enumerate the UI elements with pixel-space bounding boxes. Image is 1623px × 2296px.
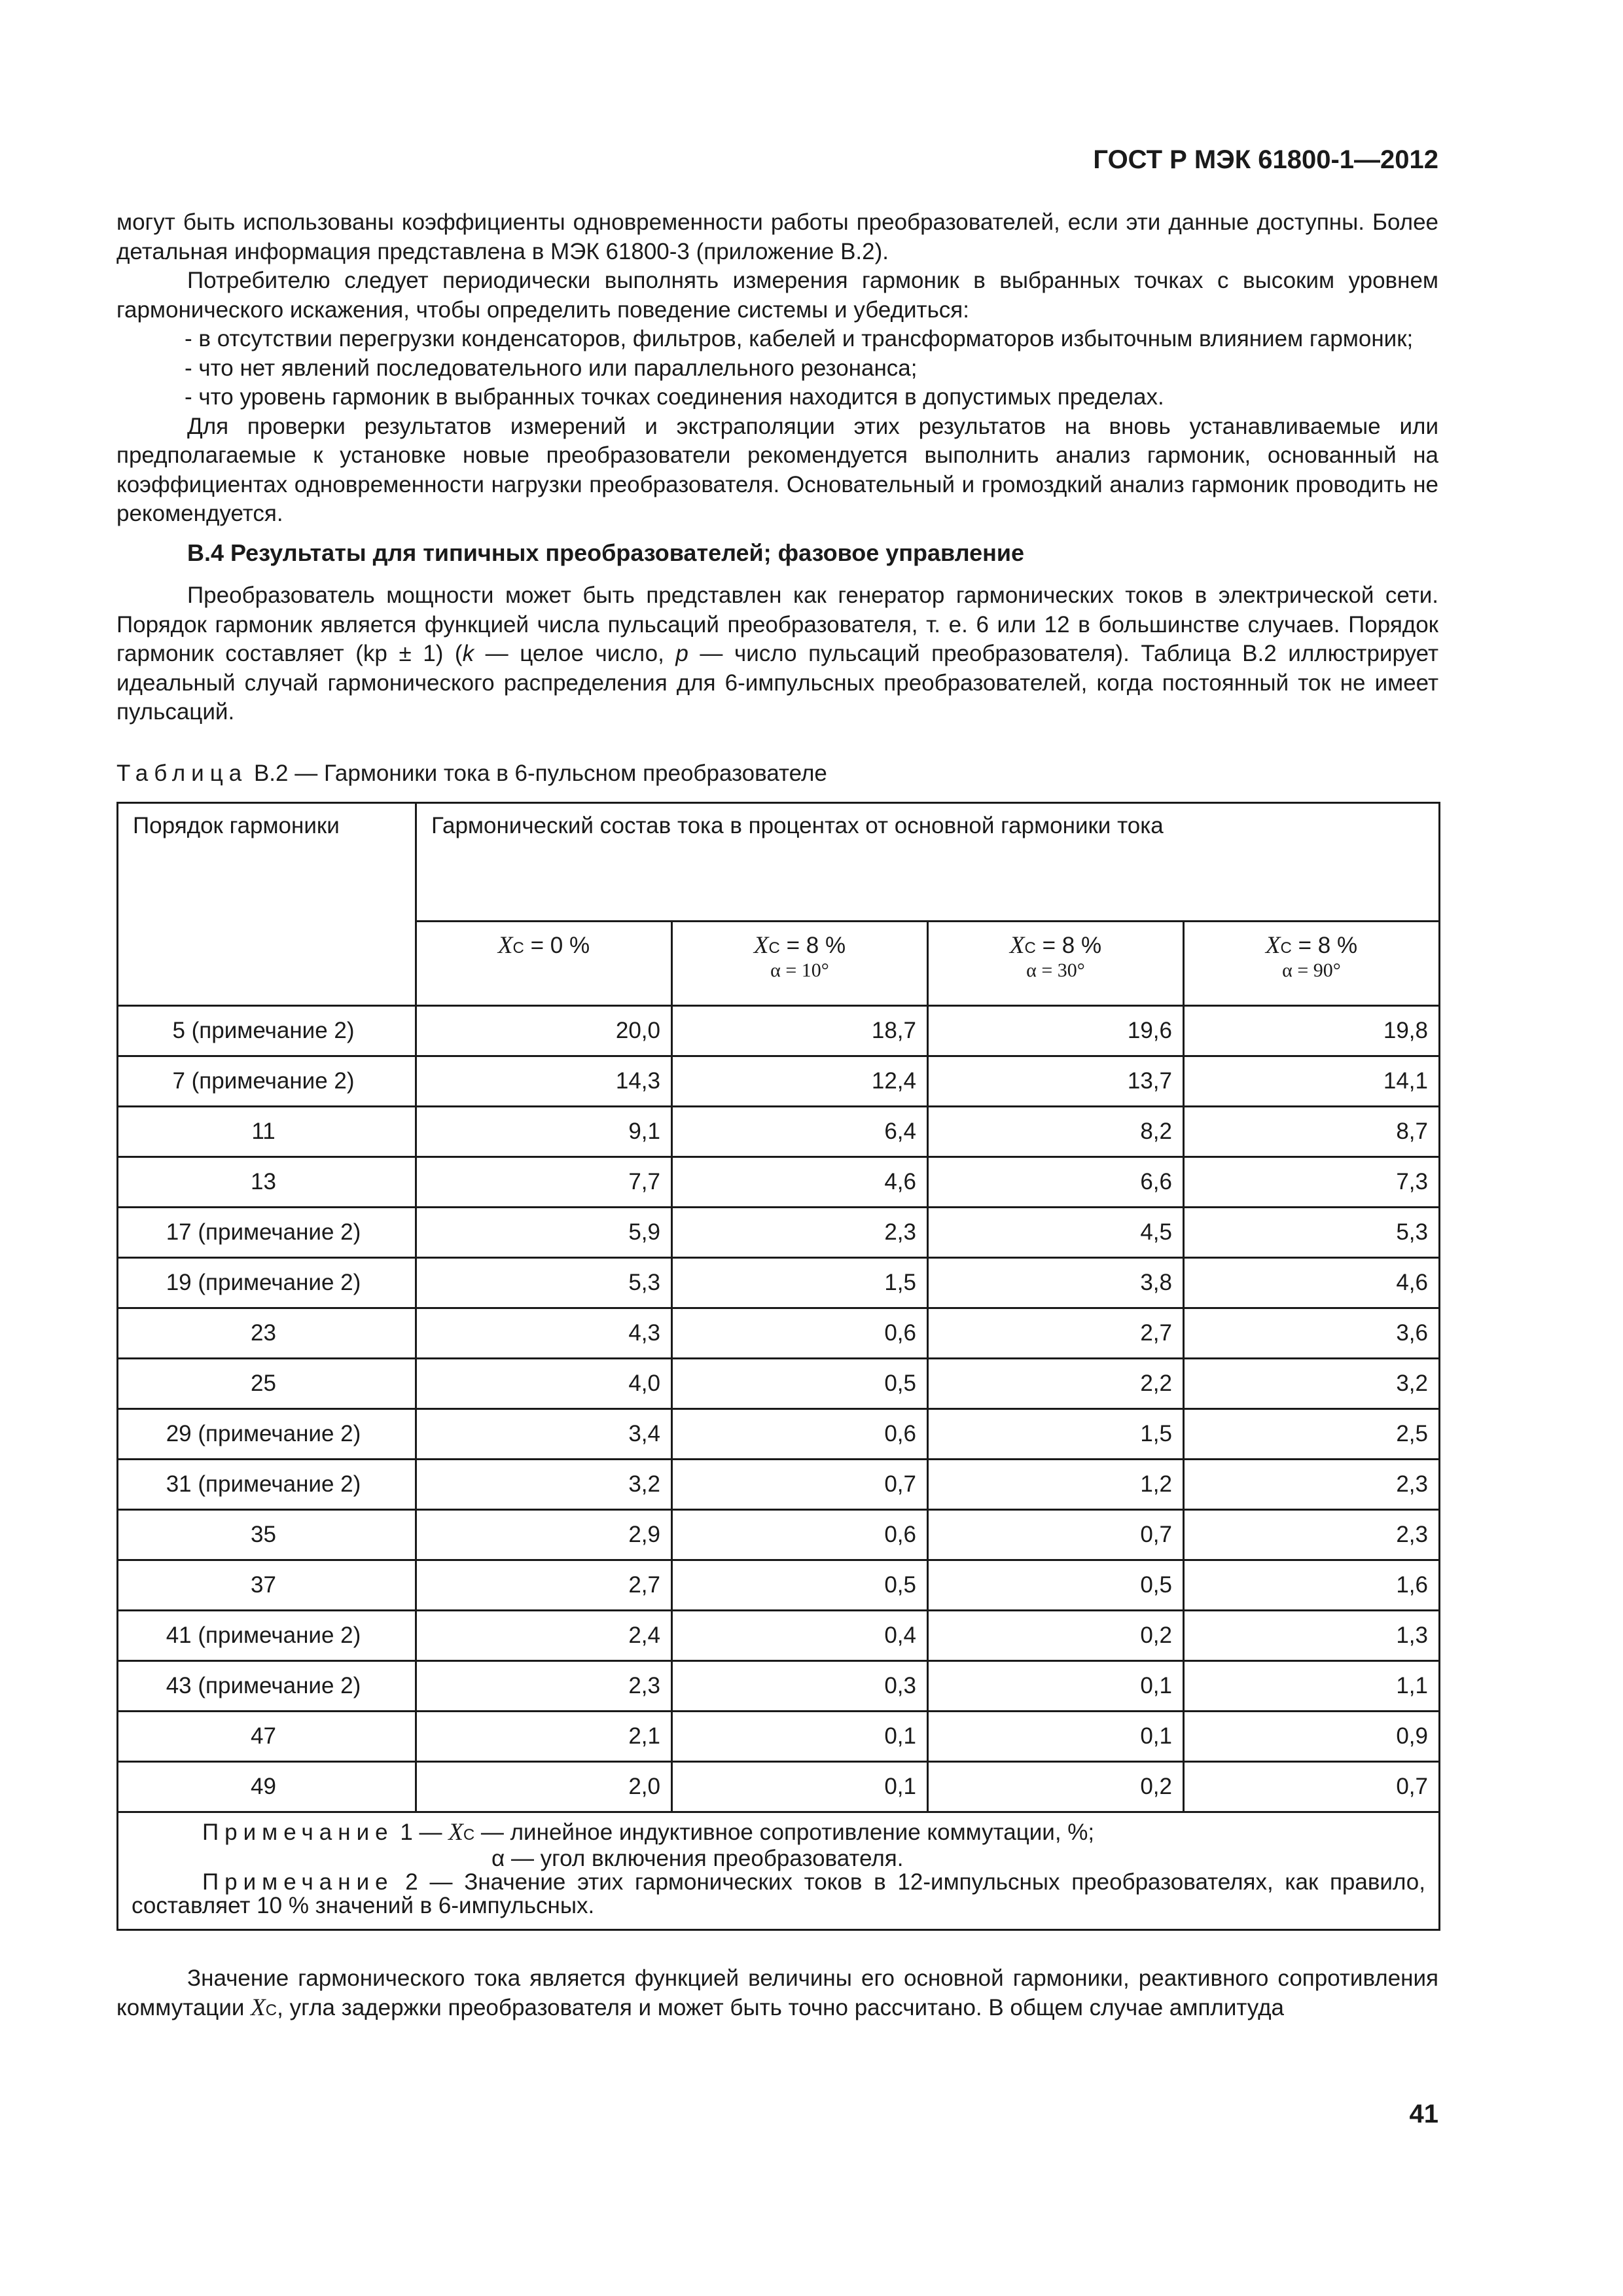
harmonic-order-cell: 17 (примечание 2)	[118, 1207, 416, 1257]
page-number: 41	[1409, 2100, 1438, 2128]
harmonic-order-cell: 19 (примечание 2)	[118, 1257, 416, 1308]
harmonic-order-cell: 11	[118, 1106, 416, 1157]
column-header-order: Порядок гармоники	[118, 803, 416, 1006]
table-caption-title: В.2 — Гармоники тока в 6-пульсном преобразователе	[247, 761, 827, 786]
table-row	[118, 1056, 1440, 1106]
section-heading: В.4 Результаты для типичных преобразователей; фазовое управление	[187, 539, 1025, 566]
harmonic-value-cell: 19,8	[1184, 1005, 1440, 1056]
harmonic-value-cell: 18,7	[672, 1005, 928, 1056]
harmonic-value-cell: 5,3	[416, 1257, 672, 1308]
harmonic-order-cell: 49	[118, 1761, 416, 1812]
table-row	[118, 1560, 1440, 1610]
table-row	[118, 1459, 1440, 1509]
subcolumn-header-3: XC = 8 % α = 30°	[928, 922, 1184, 1006]
harmonic-value-cell: 0,5	[672, 1560, 928, 1610]
harmonic-value-cell: 3,8	[928, 1257, 1184, 1308]
harmonic-value-cell: 14,1	[1184, 1056, 1440, 1106]
harmonic-value-cell: 0,2	[928, 1761, 1184, 1812]
table-caption-word: Таблица	[116, 761, 248, 786]
harmonic-order-cell: 31 (примечание 2)	[118, 1459, 416, 1509]
table-row	[118, 1157, 1440, 1207]
harmonic-value-cell: 0,1	[928, 1711, 1184, 1761]
harmonic-order-cell: 43 (примечание 2)	[118, 1660, 416, 1711]
bullet-item-2: - что нет явлений последовательного или параллельного резонанса;	[185, 355, 918, 381]
harmonic-order-cell: 35	[118, 1509, 416, 1560]
harmonic-value-cell: 2,2	[928, 1358, 1184, 1408]
closing-block	[116, 1964, 1438, 2025]
harmonic-value-cell: 0,3	[672, 1660, 928, 1711]
harmonic-value-cell: 4,0	[416, 1358, 672, 1408]
harmonic-value-cell: 0,7	[1184, 1761, 1440, 1812]
harmonic-value-cell: 8,7	[1184, 1106, 1440, 1157]
table-row	[118, 1106, 1440, 1157]
harmonic-order-cell: 29 (примечание 2)	[118, 1408, 416, 1459]
table-caption	[116, 761, 827, 787]
intro-paragraph-3: Для проверки результатов измерений и экстраполяции этих результатов на вновь устанавливаемые или предполагаемые к установке новые преобразователи рекомендуется выполнить анализ гармоник, основанный на коэффициентах одновременности нагрузки преобразователя. Основательный и громоздкий анализ гармоник проводить не рекомендуется.	[116, 413, 1438, 526]
table-row	[118, 1509, 1440, 1560]
harmonic-value-cell: 7,7	[416, 1157, 672, 1207]
harmonic-order-cell: 41 (примечание 2)	[118, 1610, 416, 1660]
table-row	[118, 1711, 1440, 1761]
harmonic-value-cell: 4,5	[928, 1207, 1184, 1257]
harmonic-value-cell: 2,1	[416, 1711, 672, 1761]
harmonic-order-cell: 5 (примечание 2)	[118, 1005, 416, 1056]
symbol-p: p	[675, 641, 688, 666]
intro-block	[116, 208, 1438, 529]
table-notes	[118, 1812, 1440, 1930]
harmonic-value-cell: 5,3	[1184, 1207, 1440, 1257]
harmonic-value-cell: 2,3	[1184, 1509, 1440, 1560]
harmonic-value-cell: 2,3	[416, 1660, 672, 1711]
harmonic-value-cell: 3,2	[416, 1459, 672, 1509]
note-1: Примечание 1 — XC — линейное индуктивное сопротивление коммутации, %;	[202, 1819, 1095, 1846]
harmonic-value-cell: 0,7	[672, 1459, 928, 1509]
harmonic-value-cell: 0,1	[928, 1660, 1184, 1711]
harmonic-value-cell: 0,1	[672, 1761, 928, 1812]
harmonic-value-cell: 0,6	[672, 1308, 928, 1358]
harmonic-value-cell: 19,6	[928, 1005, 1184, 1056]
subcolumn-header-4: XC = 8 % α = 90°	[1184, 922, 1440, 1006]
harmonic-value-cell: 0,9	[1184, 1711, 1440, 1761]
harmonic-value-cell: 1,6	[1184, 1560, 1440, 1610]
table-row	[118, 1358, 1440, 1408]
harmonic-value-cell: 6,4	[672, 1106, 928, 1157]
harmonic-value-cell: 4,6	[1184, 1257, 1440, 1308]
table-row	[118, 1207, 1440, 1257]
harmonic-value-cell: 1,5	[672, 1257, 928, 1308]
table-row	[118, 1660, 1440, 1711]
harmonic-order-cell: 25	[118, 1358, 416, 1408]
harmonic-value-cell: 0,1	[672, 1711, 928, 1761]
harmonic-value-cell: 0,6	[672, 1509, 928, 1560]
section-text-block	[116, 581, 1438, 727]
subcolumn-header-1: XC = 0 %	[416, 922, 672, 1006]
harmonic-value-cell: 2,4	[416, 1610, 672, 1660]
table-row	[118, 1408, 1440, 1459]
harmonic-order-cell: 13	[118, 1157, 416, 1207]
harmonic-value-cell: 1,1	[1184, 1660, 1440, 1711]
harmonic-value-cell: 0,5	[672, 1358, 928, 1408]
harmonic-value-cell: 0,5	[928, 1560, 1184, 1610]
section-paragraph-part-b: — целое число,	[474, 641, 676, 666]
table-row	[118, 1308, 1440, 1358]
harmonic-value-cell: 4,3	[416, 1308, 672, 1358]
harmonic-value-cell: 0,7	[928, 1509, 1184, 1560]
harmonic-value-cell: 2,5	[1184, 1408, 1440, 1459]
table-row	[118, 1257, 1440, 1308]
harmonic-value-cell: 20,0	[416, 1005, 672, 1056]
closing-paragraph: Значение гармонического тока является функцией величины его основной гармоники, реактивного сопротивления коммутации XC, угла задержки преобразователя и может быть точно рассчитано. В общем случае амплитуда	[116, 1965, 1438, 2021]
table-row	[118, 1761, 1440, 1812]
note-2: Примечание 2 — Значение этих гармонических токов в 12-импульсных преобразователях, как правило, составляет 10 % значений в 6-импульсных.	[132, 1869, 1425, 1918]
table-body	[118, 1005, 1440, 1812]
harmonic-order-cell: 47	[118, 1711, 416, 1761]
harmonic-value-cell: 5,9	[416, 1207, 672, 1257]
bullet-item-3: - что уровень гармоник в выбранных точках соединения находится в допустимых пределах.	[185, 384, 1164, 410]
harmonic-value-cell: 13,7	[928, 1056, 1184, 1106]
harmonic-value-cell: 2,7	[928, 1308, 1184, 1358]
harmonic-value-cell: 2,9	[416, 1509, 672, 1560]
harmonic-value-cell: 2,7	[416, 1560, 672, 1610]
harmonic-value-cell: 12,4	[672, 1056, 928, 1106]
harmonic-value-cell: 0,4	[672, 1610, 928, 1660]
bullet-item-1: - в отсутствии перегрузки конденсаторов, фильтров, кабелей и трансформаторов избыточным влиянием гармоник;	[185, 326, 1414, 351]
harmonic-value-cell: 2,0	[416, 1761, 672, 1812]
harmonic-value-cell: 1,5	[928, 1408, 1184, 1459]
harmonic-value-cell: 1,3	[1184, 1610, 1440, 1660]
section-paragraph	[116, 581, 1438, 727]
harmonic-value-cell: 7,3	[1184, 1157, 1440, 1207]
table-row	[118, 1610, 1440, 1660]
note-1-alpha: α — угол включения преобразователя.	[491, 1846, 904, 1871]
harmonic-value-cell: 6,6	[928, 1157, 1184, 1207]
harmonic-value-cell: 9,1	[416, 1106, 672, 1157]
harmonics-table	[116, 802, 1440, 1931]
intro-paragraph-2: Потребителю следует периодически выполнять измерения гармоник в выбранных точках с высоким уровнем гармонического искажения, чтобы определить поведение системы и убедиться:	[116, 268, 1438, 323]
harmonic-value-cell: 3,4	[416, 1408, 672, 1459]
column-header-group: Гармонический состав тока в процентах от основной гармоники тока	[416, 803, 1440, 922]
harmonic-value-cell: 4,6	[672, 1157, 928, 1207]
section-paragraph-part-c: — число пульсаций преобразователя). Таблица В.2 иллюстрирует идеальный случай гармонического распределения для 6-импульсных преобразователей, когда постоянный ток не имеет пульсаций.	[116, 641, 1438, 725]
harmonic-value-cell: 14,3	[416, 1056, 672, 1106]
section-paragraph-part-a: Преобразователь мощности может быть представлен как генератор гармонических токов в электрической сети. Порядок гармоник является функцией числа пульсаций преобразователя, т. е. 6 или 12 в большинстве случаев. Порядок гармоник составляет (kp ± 1) (	[116, 583, 1438, 666]
symbol-k: k	[462, 641, 474, 666]
harmonic-order-cell: 23	[118, 1308, 416, 1358]
harmonic-value-cell: 1,2	[928, 1459, 1184, 1509]
harmonic-value-cell: 3,2	[1184, 1358, 1440, 1408]
harmonic-order-cell: 7 (примечание 2)	[118, 1056, 416, 1106]
harmonic-value-cell: 2,3	[1184, 1459, 1440, 1509]
harmonic-value-cell: 0,2	[928, 1610, 1184, 1660]
harmonic-value-cell: 3,6	[1184, 1308, 1440, 1358]
subcolumn-header-2: XC = 8 % α = 10°	[672, 922, 928, 1006]
intro-paragraph-1: могут быть использованы коэффициенты одновременности работы преобразователей, если эти данные доступны. Более детальная информация представлена в МЭК 61800-3 (приложение В.2).	[116, 209, 1438, 264]
harmonic-value-cell: 8,2	[928, 1106, 1184, 1157]
harmonic-order-cell: 37	[118, 1560, 416, 1610]
document-header: ГОСТ Р МЭК 61800-1—2012	[1093, 145, 1438, 174]
harmonic-value-cell: 0,6	[672, 1408, 928, 1459]
harmonic-value-cell: 2,3	[672, 1207, 928, 1257]
table-row	[118, 1005, 1440, 1056]
